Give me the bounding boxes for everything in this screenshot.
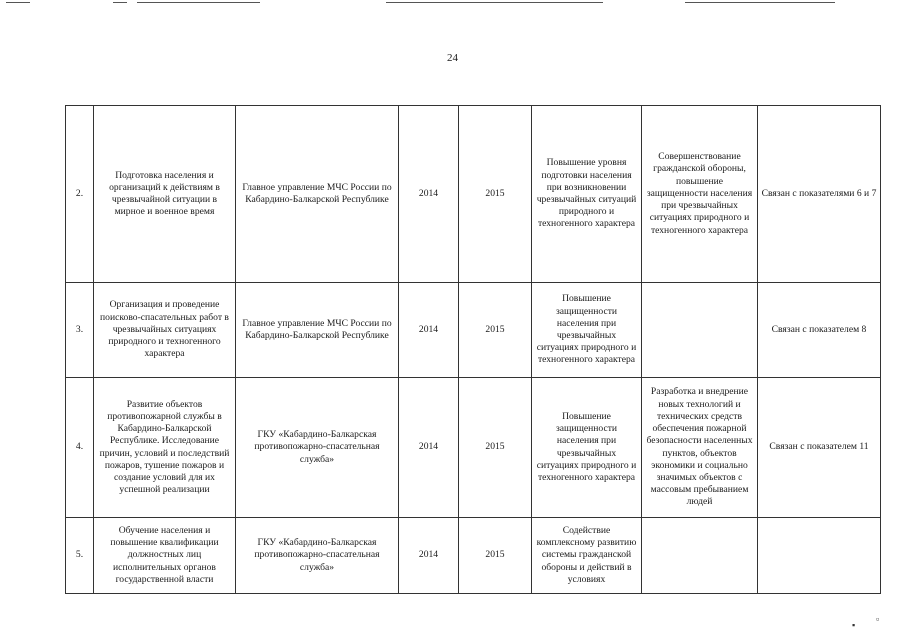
table-row — [66, 378, 881, 518]
start-year: 2014 — [399, 106, 459, 283]
measure-name: Организация и проведение поисково-спасательных работ в чрезвычайных ситуациях природного и техногенного характера — [94, 283, 236, 378]
scan-speck: ▫ — [876, 614, 880, 624]
scan-artifact-line — [6, 2, 30, 3]
measure-name: Развитие объектов противопожарной службы в Кабардино-Балкарской Республике. Исследование причин, условий и последствий пожаров, тушение пожаров и создание условий для их успешной реализации — [94, 378, 236, 518]
executor: ГКУ «Кабардино-Балкарская противопожарно-спасательная служба» — [236, 378, 399, 518]
expected-result: Повышение защищенности населения при чрезвычайных ситуациях природного и техногенного характера — [532, 283, 642, 378]
indicator-link: Связан с показателем 8 — [758, 283, 881, 378]
page-number: 24 — [447, 52, 458, 64]
end-year: 2015 — [459, 518, 532, 594]
expected-result: Повышение уровня подготовки населения при возникновении чрезвычайных ситуаций природного и техногенного характера — [532, 106, 642, 283]
executor: Главное управление МЧС России по Кабардино-Балкарской Республике — [236, 106, 399, 283]
measure-name: Обучение населения и повышение квалификации должностных лиц исполнительных органов государственной власти — [94, 518, 236, 594]
table-row — [66, 518, 881, 594]
expected-result: Повышение защищенности населения при чрезвычайных ситуациях природного и техногенного характера — [532, 378, 642, 518]
indicator-link: Связан с показателями 6 и 7 — [758, 106, 881, 283]
row-number: 3. — [66, 283, 94, 378]
consequences: Разработка и внедрение новых технологий и технических средств обеспечения пожарной безопасности населенных пунктов, объектов экономики и социально значимых объектов с массовым пребыванием людей — [642, 378, 758, 518]
table-row — [66, 283, 881, 378]
consequences — [642, 518, 758, 594]
expected-result: Содействие комплексному развитию системы гражданской обороны и действий в условиях — [532, 518, 642, 594]
end-year: 2015 — [459, 283, 532, 378]
indicator-link — [758, 518, 881, 594]
start-year: 2014 — [399, 518, 459, 594]
start-year: 2014 — [399, 283, 459, 378]
scan-artifact-line — [113, 2, 127, 3]
consequences: Совершенствование гражданской обороны, повышение защищенности населения при чрезвычайных ситуациях природного и техногенного характера — [642, 106, 758, 283]
row-number: 4. — [66, 378, 94, 518]
row-number: 2. — [66, 106, 94, 283]
scan-artifact-line — [685, 2, 835, 3]
executor: ГКУ «Кабардино-Балкарская противопожарно-спасательная служба» — [236, 518, 399, 594]
scan-artifact-line — [386, 2, 603, 3]
end-year: 2015 — [459, 106, 532, 283]
scan-artifact-line — [137, 2, 260, 3]
measures-table — [65, 105, 881, 594]
table-row — [66, 106, 881, 283]
executor: Главное управление МЧС России по Кабардино-Балкарской Республике — [236, 283, 399, 378]
measure-name: Подготовка населения и организаций к действиям в чрезвычайной ситуации в мирное и военное время — [94, 106, 236, 283]
consequences — [642, 283, 758, 378]
end-year: 2015 — [459, 378, 532, 518]
indicator-link: Связан с показателем 11 — [758, 378, 881, 518]
scan-speck: ▪ — [852, 620, 856, 630]
row-number: 5. — [66, 518, 94, 594]
start-year: 2014 — [399, 378, 459, 518]
